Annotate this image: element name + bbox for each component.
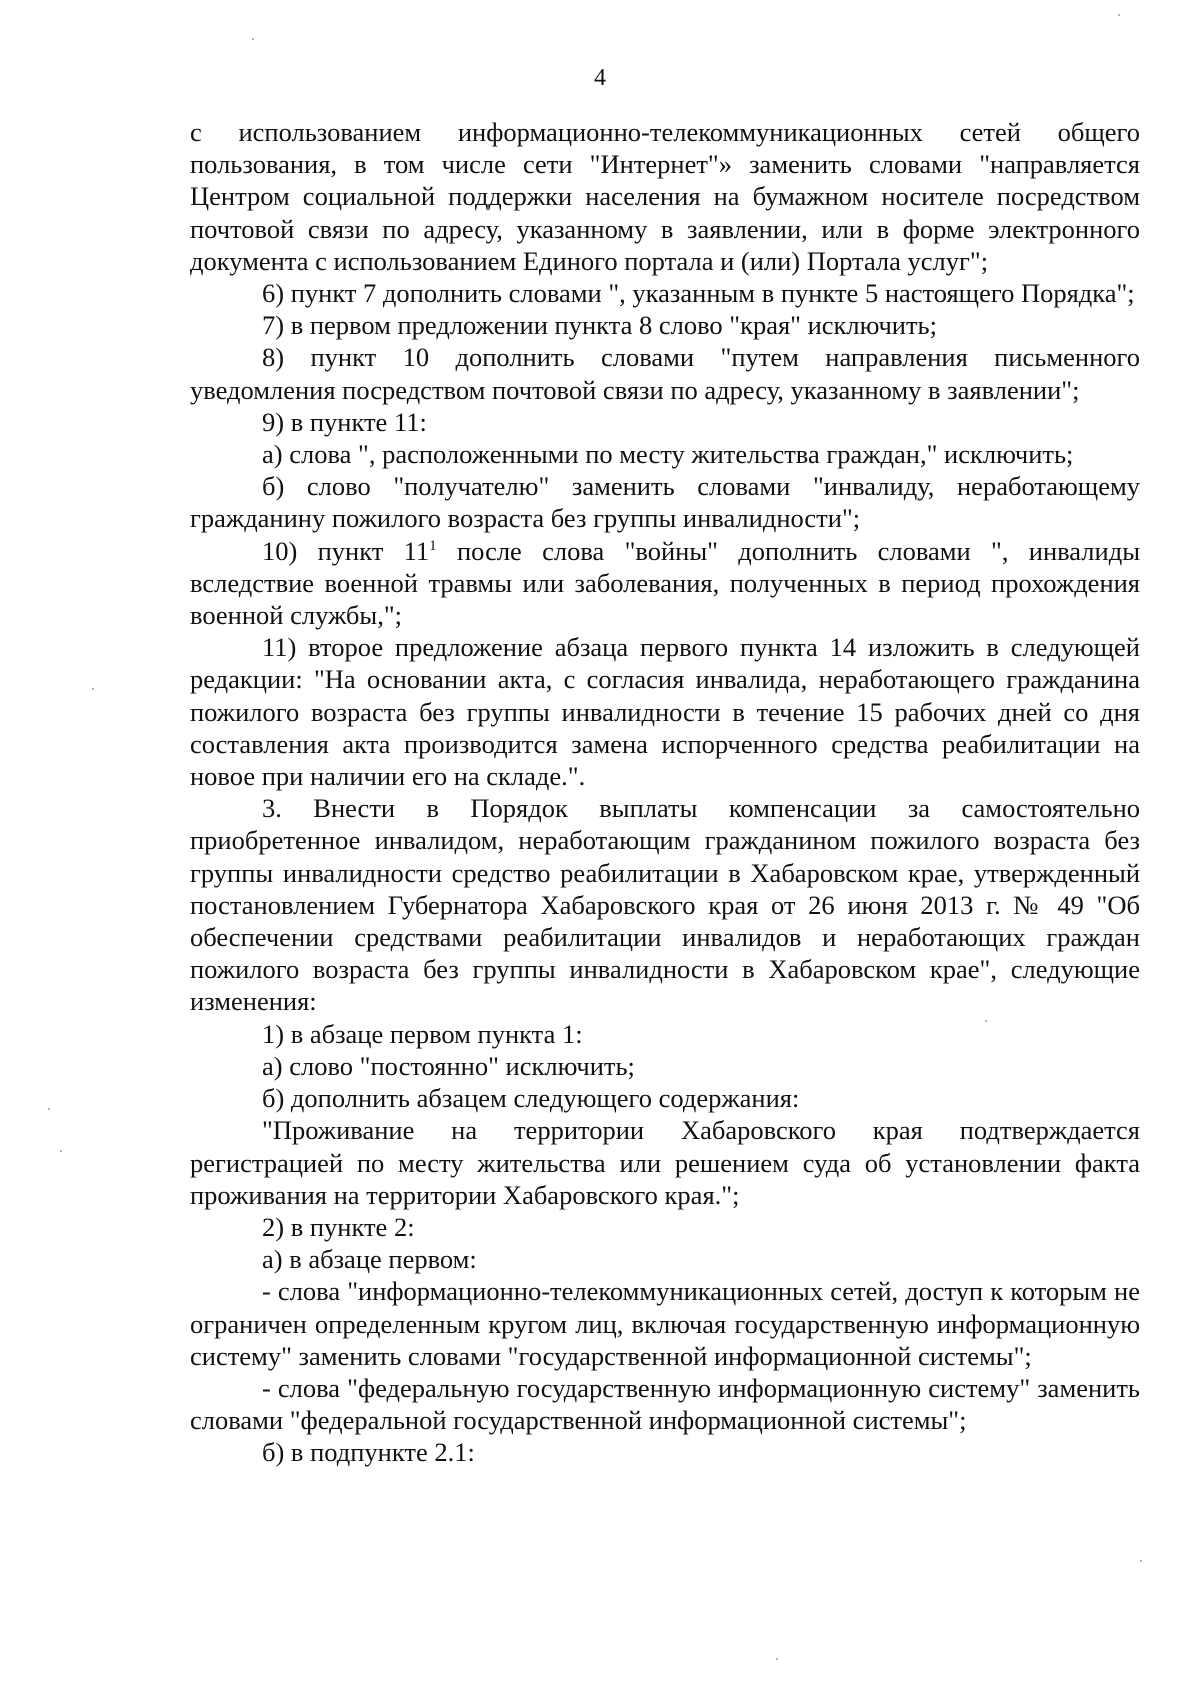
scan-speck <box>1140 1560 1142 1562</box>
paragraph-s3-item-2b: б) в подпункте 2.1: <box>262 1437 475 1468</box>
paragraph-section-3: 3. Внести в Порядок выплаты компенсации за самостоятельно приобретенное инвалидом, неработающим гражданином пожилого возраста без группы инвалидности средство реабилитации в Хабаровском крае, утвержденный постановлением Губернатора Хабаровского края от 26 июня 2013 г. № 49 "Об обеспечении средствами реабилитации инвалидов и неработающих граждан пожилого возраста без группы инвалидности в Хабаровском крае", следующие изменения: <box>190 793 1140 1017</box>
paragraph-continuation: с использованием информационно-телекоммуникационных сетей общего пользования, в том числе сети "Интернет"» заменить словами "направляется Центром социальной поддержки населения на бумажном носителе посредством почтовой связи по адресу, указанному в заявлении, или в форме электронного документа с использованием Единого портала и (или) Портала услуг"; <box>190 117 1140 276</box>
page-number: 4 <box>594 65 606 91</box>
scan-speck <box>252 38 254 40</box>
paragraph-item-10-rest: после слова "войны" дополнить словами ", инвалиды вследствие военной травмы или заболевания, полученных в период прохождения военной службы,"; <box>190 535 1140 631</box>
paragraph-s3-item-1b: б) дополнить абзацем следующего содержания: <box>262 1083 800 1114</box>
scan-speck <box>48 1108 50 1110</box>
paragraph-item-9: 9) в пункте 11: <box>262 406 427 437</box>
paragraph-item-7: 7) в первом предложении пункта 8 слово "края" исключить; <box>262 310 937 341</box>
paragraph-s3-dash-1: - слова "информационно-телекоммуникационных сетей, доступ к которым не ограничен определенным кругом лиц, включая государственную информационную систему" заменить словами "государственной информационной системы"; <box>190 1276 1140 1371</box>
paragraph-s3-item-1: 1) в абзаце первом пункта 1: <box>262 1018 583 1049</box>
document-body <box>190 116 1140 1469</box>
paragraph-s3-item-2a: а) в абзаце первом: <box>262 1244 477 1275</box>
paragraph-s3-item-1a: а) слово "постоянно" исключить; <box>262 1050 635 1081</box>
paragraph-item-10 <box>190 535 1140 632</box>
paragraph-item-6: 6) пункт 7 дополнить словами ", указанным в пункте 5 настоящего Порядка"; <box>262 278 1135 309</box>
paragraph-s3-dash-2: - слова "федеральную государственную информационную систему" заменить словами "федеральной государственной информационной системы"; <box>190 1372 1140 1436</box>
scan-speck <box>985 1020 987 1022</box>
paragraph-s3-item-2: 2) в пункте 2: <box>262 1211 415 1242</box>
scan-speck <box>1118 14 1120 16</box>
paragraph-s3-quote: "Проживание на территории Хабаровского края подтверждается регистрацией по месту жительства или решением суда об установлении факта проживания на территории Хабаровского края."; <box>190 1115 1140 1210</box>
paragraph-item-9b: б) слово "получателю" заменить словами "инвалиду, неработающему гражданину пожилого возраста без группы инвалидности"; <box>190 471 1140 534</box>
paragraph-item-11: 11) второе предложение абзаца первого пункта 14 изложить в следующей редакции: "На основании акта, с согласия инвалида, неработающего гражданина пожилого возраста без группы инвалидности в течение 15 рабочих дней со дня составления акта производится замена испорченного средства реабилитации на новое при наличии его на складе.". <box>190 632 1140 792</box>
scan-speck <box>60 1150 62 1152</box>
scan-speck <box>92 688 94 690</box>
scan-speck <box>776 1658 778 1660</box>
paragraph-item-10-superscript: 1 <box>429 537 437 554</box>
paragraph-item-10-start: 10) пункт 11 <box>262 535 430 566</box>
paragraph-item-8: 8) пункт 10 дополнить словами "путем направления письменного уведомления посредством почтовой связи по адресу, указанному в заявлении"; <box>190 342 1140 405</box>
paragraph-item-9a: а) слова ", расположенными по месту жительства граждан," исключить; <box>262 439 1074 470</box>
